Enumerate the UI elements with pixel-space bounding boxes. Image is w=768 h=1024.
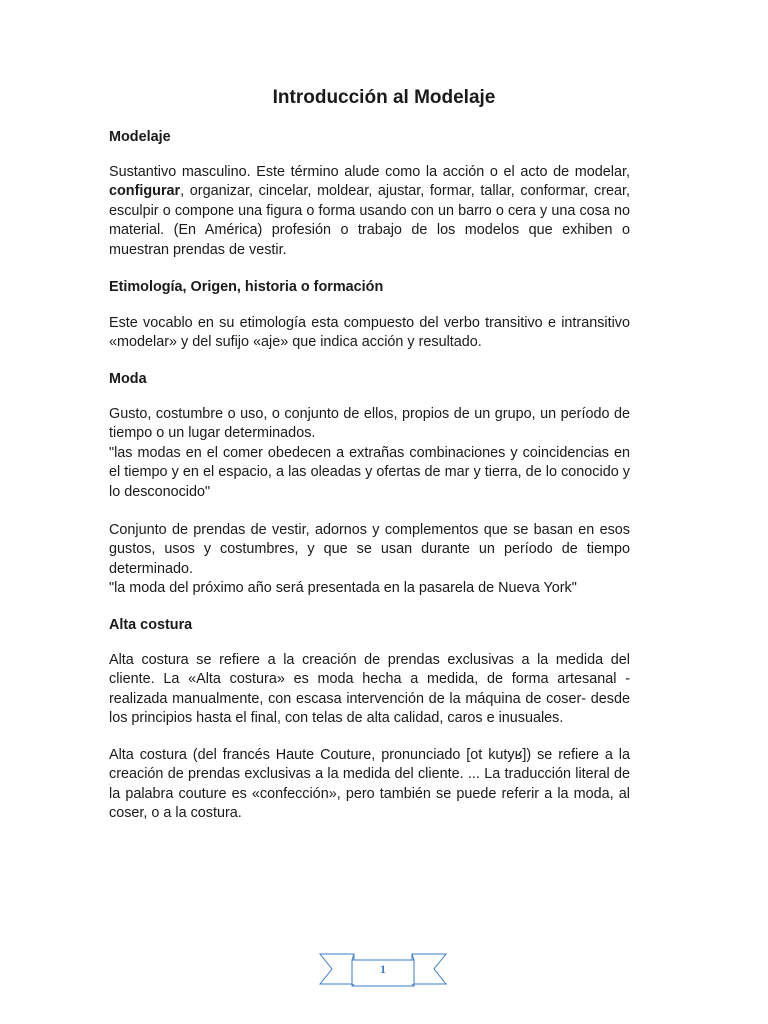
paragraph-alta-costura-2: Alta costura (del francés Haute Couture, pronunciado [ot kutyʁ]) se refiere a la creación de prendas exclusivas a la medida del cliente. ... La traducción literal de la palabra couture es «confección», pero también se puede referir a la moda, al coser, o a la costura. [109,747,630,822]
paragraph-moda-quote-2: "la moda del próximo año será presentada en la pasarela de Nueva York" [109,580,577,596]
paragraph-moda-definition-2: Conjunto de prendas de vestir, adornos y complementos que se basan en esos gustos, usos y costumbres, y que se usan durante un período de tiempo determinado. [109,522,630,577]
bold-term: configurar [109,183,181,200]
document-title: Introducción al Modelaje [272,87,496,108]
paragraph-moda-definition: Gusto, costumbre o uso, o conjunto de ellos, propios de un grupo, un período de tiempo o un lugar determinados. [109,406,630,442]
paragraph-modelaje-definition [109,163,630,260]
section-heading-moda: Moda [109,371,147,387]
page-number: 1 [380,962,386,976]
paragraph-text: Sustantivo masculino. Este término alude como la acción o el acto de modelar, [109,164,630,180]
section-heading-alta-costura: Alta costura [109,617,193,633]
paragraph-etimologia: Este vocablo en su etimología esta compuesto del verbo transitivo e intransitivo «modelar» y del sufijo «aje» que indica acción y resultado. [109,315,630,351]
paragraph-text: , organizar, cincelar, moldear, ajustar, formar, tallar, conformar, crear, esculpir o compone una figura o forma usando con un barro o cera y una cosa no material. (En América) profesión o trabajo de los modelos que exhiben o muestran prendas de vestir. [109,183,630,258]
paragraph-alta-costura-1: Alta costura se refiere a la creación de prendas exclusivas a la medida del cliente. La «Alta costura» es moda hecha a medida, de forma artesanal - realizada manualmente, con escasa intervención de la máquina de coser- desde los principios hasta el final, con telas de alta calidad, caros e inusuales. [109,652,630,727]
paragraph-moda-quote-1: "las modas en el comer obedecen a extrañas combinaciones y coincidencias en el tiempo y en el espacio, a las oleadas y ofertas de mar y tierra, de lo conocido y lo desconocido" [109,445,630,500]
section-heading-modelaje: Modelaje [109,129,171,145]
section-heading-etimologia: Etimología, Origen, historia o formación [109,279,384,295]
page-number-ribbon [318,950,448,988]
